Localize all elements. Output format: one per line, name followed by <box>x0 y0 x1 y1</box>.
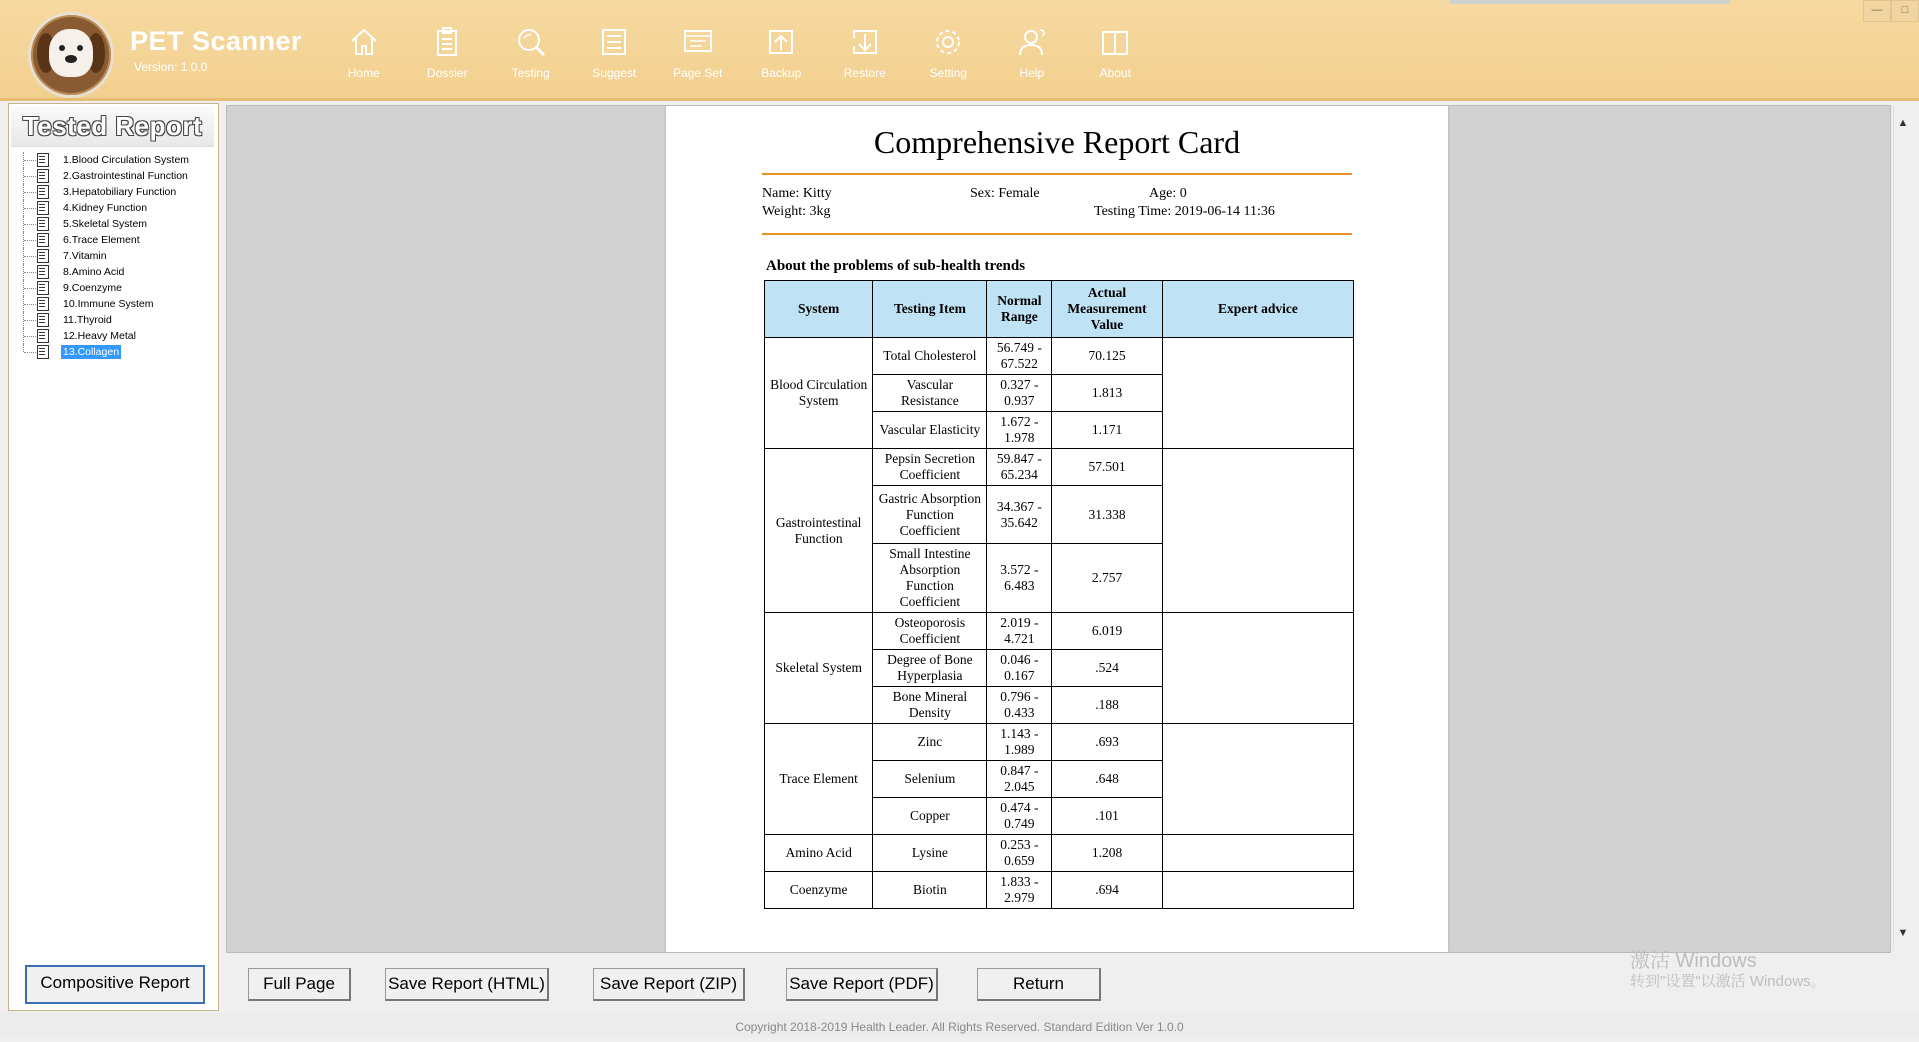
column-header: System <box>765 281 873 338</box>
tree-connector <box>24 208 36 209</box>
toolbar-label: Suggest <box>592 66 637 80</box>
toolbar-suggest-button[interactable] <box>573 26 657 88</box>
tree-item[interactable] <box>19 328 215 344</box>
patient-name: Name: Kitty <box>762 186 832 201</box>
report-page <box>666 106 1448 952</box>
normal-range-cell: 0.847 - 2.045 <box>987 761 1052 798</box>
toolbar-home-button[interactable] <box>322 26 406 88</box>
testing-item-cell: Small Intestine Absorption Function Coefficient <box>873 544 987 613</box>
normal-range-cell: 56.749 - 67.522 <box>987 338 1052 375</box>
column-header: Expert advice <box>1162 281 1353 338</box>
tree-item-label: 9.Coenzyme <box>63 282 122 294</box>
patient-age: Age: 0 <box>1149 186 1187 201</box>
tree-item[interactable] <box>19 248 215 264</box>
tree-item-label: 1.Blood Circulation System <box>63 154 190 166</box>
patient-weight: Weight: 3kg <box>762 204 831 219</box>
toolbar-label: Home <box>347 66 380 80</box>
tree-item-label: 13.Collagen <box>63 346 120 358</box>
document-icon <box>37 249 49 263</box>
tree-connector <box>24 240 36 241</box>
maximize-button[interactable]: □ <box>1891 0 1919 22</box>
home-icon <box>348 26 380 58</box>
return-button[interactable]: Return <box>977 968 1101 1001</box>
tree-connector <box>24 192 36 193</box>
save-html-button[interactable]: Save Report (HTML) <box>385 968 549 1001</box>
testing-item-cell: Vascular Elasticity <box>873 412 987 449</box>
system-cell: Blood Circulation System <box>765 338 873 449</box>
measurement-value-cell: 70.125 <box>1052 338 1163 375</box>
divider <box>762 173 1352 175</box>
main-toolbar <box>322 26 1157 96</box>
clipboard-icon <box>431 26 463 58</box>
document-icon <box>37 345 49 359</box>
toolbar-label: Restore <box>843 66 886 80</box>
tree-connector <box>24 304 36 305</box>
divider <box>762 233 1352 235</box>
scroll-down-arrow-icon[interactable]: ▼ <box>1897 927 1909 939</box>
tree-item-label: 8.Amino Acid <box>63 266 125 278</box>
app-logo <box>28 12 114 98</box>
normal-range-cell: 1.672 - 1.978 <box>987 412 1052 449</box>
tree-connector <box>24 256 36 257</box>
user-help-icon <box>1016 26 1048 58</box>
normal-range-cell: 34.367 - 35.642 <box>987 486 1052 544</box>
normal-range-cell: 0.796 - 0.433 <box>987 687 1052 724</box>
save-pdf-button[interactable]: Save Report (PDF) <box>786 968 938 1001</box>
measurement-value-cell: 2.757 <box>1052 544 1163 613</box>
tree-item[interactable] <box>19 152 215 168</box>
report-title: Comprehensive Report Card <box>873 124 1241 160</box>
activation-watermark: 激活 Windows <box>1630 950 1757 972</box>
testing-item-cell: Selenium <box>873 761 987 798</box>
search-icon <box>515 26 547 58</box>
report-viewport[interactable] <box>226 105 1891 953</box>
gear-icon <box>932 26 964 58</box>
document-icon <box>37 329 49 343</box>
testing-item-cell: Osteoporosis Coefficient <box>873 613 987 650</box>
report-table-body <box>765 338 1354 909</box>
measurement-value-cell: .188 <box>1052 687 1163 724</box>
table-row <box>765 724 1354 761</box>
tree-item[interactable] <box>19 296 215 312</box>
testing-item-cell: Lysine <box>873 835 987 872</box>
expert-advice-cell <box>1162 338 1353 449</box>
patient-sex: Sex: Female <box>970 186 1040 201</box>
toolbar-pageset-button[interactable] <box>656 26 740 88</box>
document-icon <box>37 281 49 295</box>
column-header: Actual Measurement Value <box>1052 281 1163 338</box>
document-icon <box>37 185 49 199</box>
monitor-icon <box>682 26 714 58</box>
document-icon <box>37 153 49 167</box>
measurement-value-cell: 1.171 <box>1052 412 1163 449</box>
tree-connector <box>24 160 36 161</box>
document-icon <box>37 297 49 311</box>
app-header <box>0 0 1919 101</box>
testing-item-cell: Total Cholesterol <box>873 338 987 375</box>
tree-connector <box>24 320 36 321</box>
full-page-button[interactable]: Full Page <box>248 968 351 1001</box>
table-row <box>765 338 1354 375</box>
report-table <box>764 280 1354 909</box>
tree-item[interactable] <box>19 168 215 184</box>
normal-range-cell: 3.572 - 6.483 <box>987 544 1052 613</box>
tree-item[interactable] <box>19 264 215 280</box>
toolbar-backup-button[interactable] <box>740 26 824 88</box>
upload-icon <box>765 26 797 58</box>
table-row <box>765 449 1354 486</box>
toolbar-label: Testing <box>511 66 550 80</box>
measurement-value-cell: 1.813 <box>1052 375 1163 412</box>
expert-advice-cell <box>1162 835 1353 872</box>
measurement-value-cell: .693 <box>1052 724 1163 761</box>
testing-item-cell: Degree of Bone Hyperplasia <box>873 650 987 687</box>
normal-range-cell: 0.474 - 0.749 <box>987 798 1052 835</box>
minimize-button[interactable]: — <box>1863 0 1891 22</box>
toolbar-label: Setting <box>929 66 967 80</box>
normal-range-cell: 2.019 - 4.721 <box>987 613 1052 650</box>
report-tree <box>19 152 215 360</box>
expert-advice-cell <box>1162 872 1353 909</box>
tree-item-label: 6.Trace Element <box>63 234 140 246</box>
measurement-value-cell: .101 <box>1052 798 1163 835</box>
testing-item-cell: Pepsin Secretion Coefficient <box>873 449 987 486</box>
measurement-value-cell: .524 <box>1052 650 1163 687</box>
measurement-value-cell: .694 <box>1052 872 1163 909</box>
toolbar-dossier-button[interactable] <box>406 26 490 88</box>
tree-connector <box>24 352 36 353</box>
table-row <box>765 835 1354 872</box>
toolbar-setting-button[interactable] <box>907 26 991 88</box>
footer-copyright: Copyright 2018-2019 Health Leader. All Rights Reserved. Standard Edition Ver 1.0.0 <box>0 1012 1919 1038</box>
toolbar-restore-button[interactable] <box>823 26 907 88</box>
measurement-value-cell: .648 <box>1052 761 1163 798</box>
normal-range-cell: 1.143 - 1.989 <box>987 724 1052 761</box>
toolbar-label: Backup <box>761 66 802 80</box>
normal-range-cell: 59.847 - 65.234 <box>987 449 1052 486</box>
tree-connector <box>24 176 36 177</box>
table-header-row <box>765 281 1354 338</box>
testing-item-cell: Biotin <box>873 872 987 909</box>
tree-connector <box>24 288 36 289</box>
system-cell: Skeletal System <box>765 613 873 724</box>
document-icon <box>37 313 49 327</box>
tree-connector <box>24 336 36 337</box>
toolbar-label: Dossier <box>426 66 468 80</box>
save-zip-button[interactable]: Save Report (ZIP) <box>593 968 745 1001</box>
toolbar-label: Help <box>1019 66 1045 80</box>
measurement-value-cell: 31.338 <box>1052 486 1163 544</box>
toolbar-label: About <box>1099 66 1131 80</box>
tree-item[interactable] <box>19 344 215 360</box>
table-row <box>765 872 1354 909</box>
tree-item[interactable] <box>19 280 215 296</box>
tree-connector <box>24 272 36 273</box>
tree-connector <box>23 344 25 352</box>
tree-item[interactable] <box>19 312 215 328</box>
section-title: About the problems of sub-health trends <box>766 258 1026 274</box>
testing-item-cell: Gastric Absorption Function Coefficient <box>873 486 987 544</box>
testing-item-cell: Vascular Resistance <box>873 375 987 412</box>
tree-item-label: 4.Kidney Function <box>63 202 148 214</box>
tree-item-label: 2.Gastrointestinal Function <box>63 170 188 182</box>
column-header: Testing Item <box>873 281 987 338</box>
testing-item-cell: Copper <box>873 798 987 835</box>
measurement-value-cell: 6.019 <box>1052 613 1163 650</box>
system-cell: Amino Acid <box>765 835 873 872</box>
system-cell: Coenzyme <box>765 872 873 909</box>
top-edge-strip <box>1450 0 1730 4</box>
testing-item-cell: Bone Mineral Density <box>873 687 987 724</box>
measurement-value-cell: 57.501 <box>1052 449 1163 486</box>
testing-item-cell: Zinc <box>873 724 987 761</box>
toolbar-testing-button[interactable] <box>489 26 573 88</box>
toolbar-about-button[interactable] <box>1074 26 1158 88</box>
tree-item-label: 3.Hepatobiliary Function <box>63 186 177 198</box>
app-version: Version: 1.0.0 <box>134 60 208 74</box>
measurement-value-cell: 1.208 <box>1052 835 1163 872</box>
tree-connector <box>24 224 36 225</box>
tested-report-panel <box>8 103 219 1011</box>
expert-advice-cell <box>1162 449 1353 613</box>
window-controls <box>1863 0 1919 22</box>
document-icon <box>37 217 49 231</box>
normal-range-cell: 1.833 - 2.979 <box>987 872 1052 909</box>
normal-range-cell: 0.253 - 0.659 <box>987 835 1052 872</box>
table-row <box>765 613 1354 650</box>
document-icon <box>37 169 49 183</box>
app-title: PET Scanner <box>130 26 303 56</box>
tree-item-label: 11.Thyroid <box>63 314 112 326</box>
activation-watermark-sub: 转到"设置"以激活 Windows。 <box>1630 973 1826 990</box>
tree-item-label: 5.Skeletal System <box>63 218 148 230</box>
list-icon <box>598 26 630 58</box>
document-icon <box>37 233 49 247</box>
tree-item-label: 10.Immune System <box>63 298 154 310</box>
toolbar-help-button[interactable] <box>990 26 1074 88</box>
tree-item[interactable] <box>19 216 215 232</box>
scroll-up-arrow-icon[interactable]: ▲ <box>1897 117 1909 129</box>
tree-item-label: 7.Vitamin <box>63 250 107 262</box>
expert-advice-cell <box>1162 613 1353 724</box>
system-cell: Trace Element <box>765 724 873 835</box>
tree-item[interactable] <box>19 232 215 248</box>
expert-advice-cell <box>1162 724 1353 835</box>
tested-report-title: Tested Report <box>11 106 214 147</box>
normal-range-cell: 0.327 - 0.937 <box>987 375 1052 412</box>
download-icon <box>849 26 881 58</box>
book-icon <box>1099 26 1131 58</box>
document-icon <box>37 201 49 215</box>
document-icon <box>37 265 49 279</box>
system-cell: Gastrointestinal Function <box>765 449 873 613</box>
column-header: Normal Range <box>987 281 1052 338</box>
testing-time: Testing Time: 2019-06-14 11:36 <box>1094 204 1275 219</box>
normal-range-cell: 0.046 - 0.167 <box>987 650 1052 687</box>
compositive-report-button[interactable]: Compositive Report <box>25 965 205 1004</box>
toolbar-label: Page Set <box>673 66 723 80</box>
tree-item[interactable] <box>19 200 215 216</box>
tree-item-label: 12.Heavy Metal <box>63 330 136 342</box>
tree-item[interactable] <box>19 184 215 200</box>
report-scrollbar[interactable] <box>1893 106 1912 950</box>
